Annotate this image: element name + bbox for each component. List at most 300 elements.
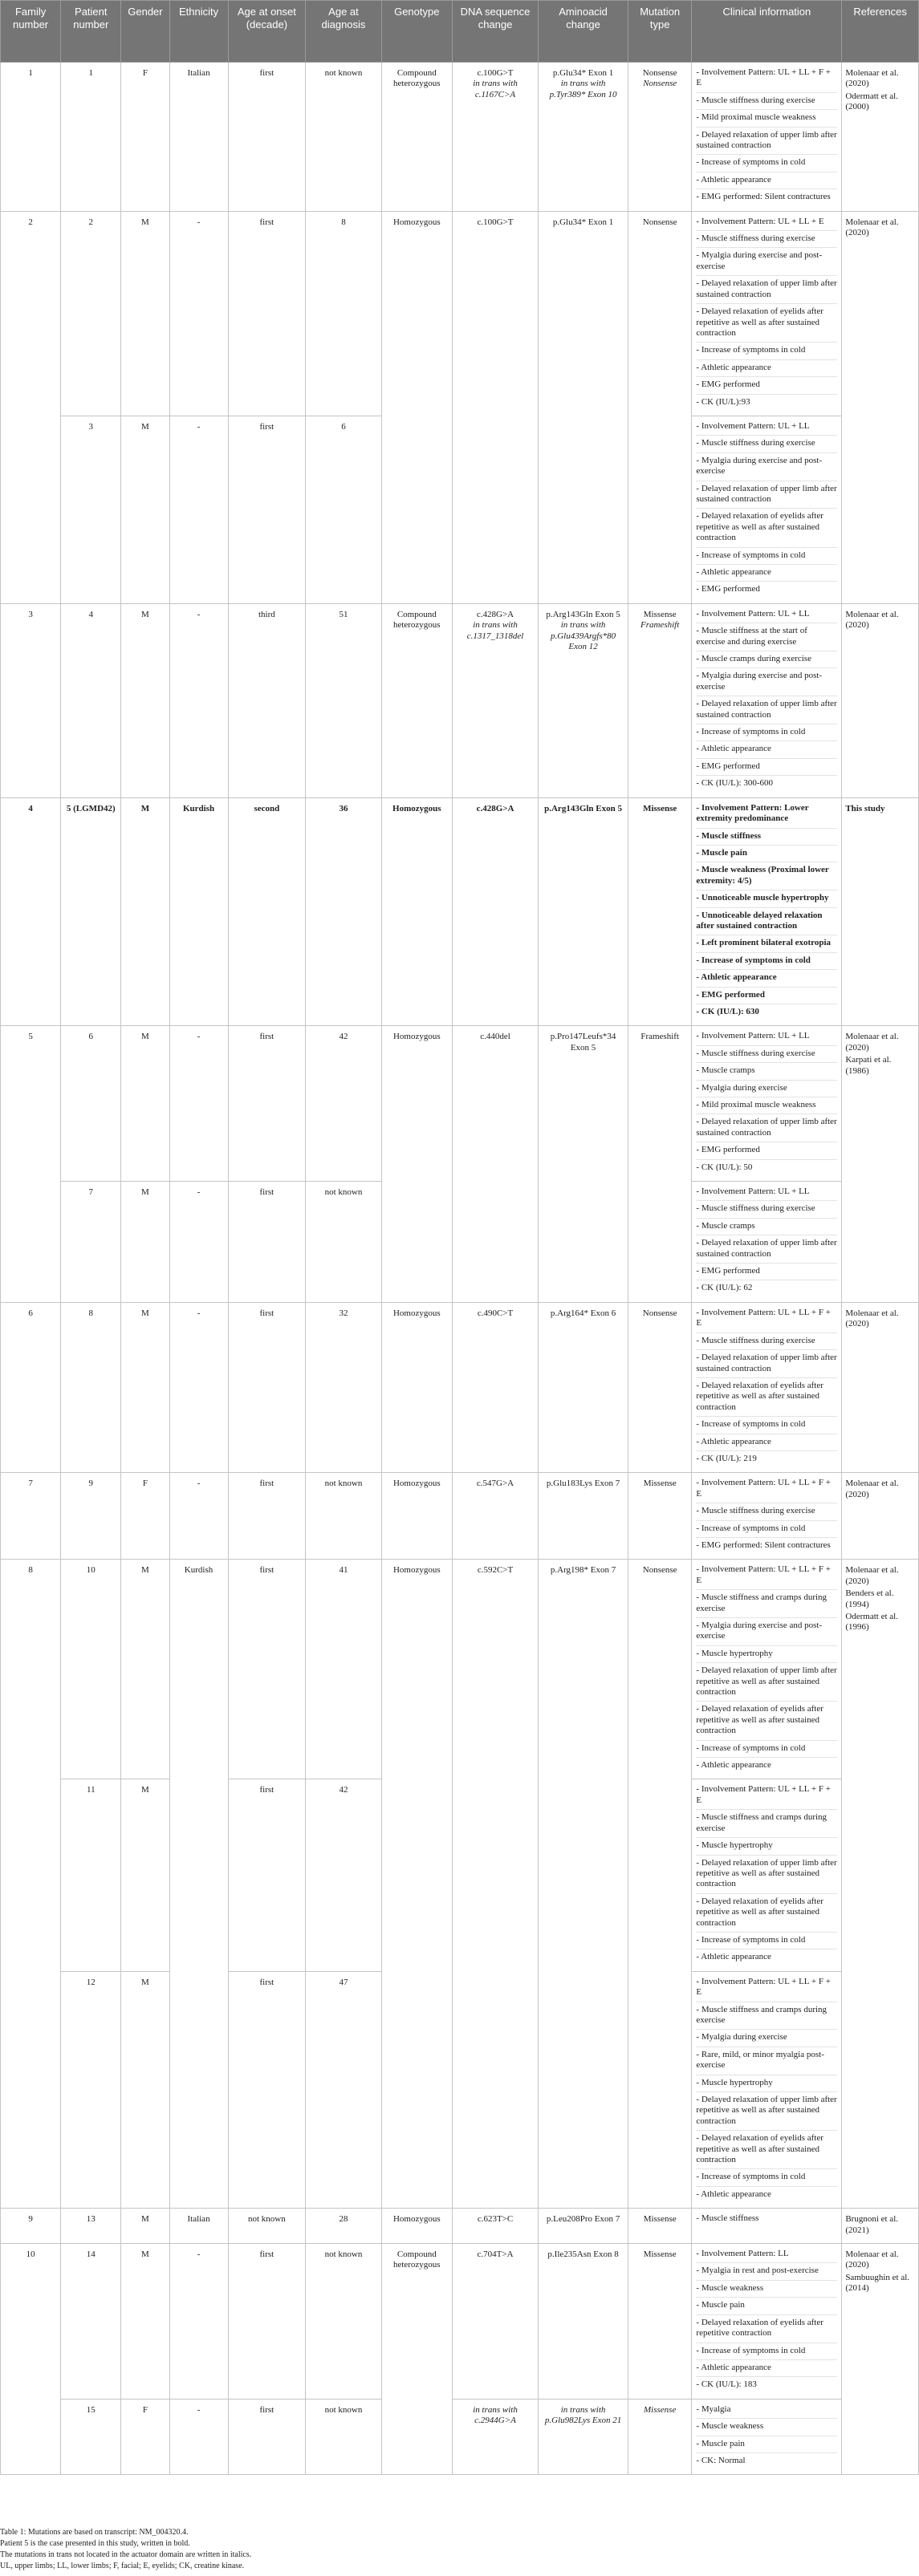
dna-change-cell-text: c.490C>T [477,1308,514,1318]
clinical-item: - Increase of symptoms in cold [696,1741,837,1758]
gender-cell: M [121,1182,169,1303]
header-clinical-info: Clinical information [692,1,842,63]
clinical-info-cell [692,2399,842,2475]
clinical-info-cell [692,211,842,416]
table-row [1,1302,919,1472]
genotype-cell: Homozygous [381,1560,452,2209]
dna-change-cell [452,2399,538,2475]
clinical-item: - Muscle cramps during exercise [696,651,837,668]
patient-number-cell: 9 [61,1473,121,1560]
gender-cell: M [121,1302,169,1472]
aminoacid-change-cell-text: p.Ile235Asn Exon 8 [547,2249,619,2260]
clinical-item: - CK (IU/L): 183 [696,2379,757,2390]
references-cell [842,2244,919,2475]
reference-item: Molenaar et al. (2020) [845,217,899,238]
clinical-item: - Increase of symptoms in cold [696,2169,837,2186]
age-onset-cell: first [228,416,306,603]
mutation-type-text: Nonsense [643,79,677,89]
patient-number-cell: 13 [61,2209,121,2244]
mutation-type-text: Nonsense [642,217,677,227]
clinical-item: - EMG performed: Silent contractures [696,192,831,202]
mutation-type-text: Missense [644,2404,677,2415]
clinical-item: - Involvement Pattern: UL + LL [696,1187,837,1201]
clinical-item: - Involvement Pattern: UL + LL + F + E [696,67,837,93]
aminoacid-change-cell [539,797,628,1026]
ethnicity-cell: Kurdish [169,1560,228,2209]
clinical-item: - Muscle hypertrophy [696,2075,837,2092]
aminoacid-change-cell-text: p.Arg143Gln Exon 5 [544,803,623,813]
age-diagnosis-cell: 42 [306,1026,382,1182]
age-diagnosis-cell: 51 [306,603,382,797]
clinical-item: - Delayed relaxation of upper limb after repetitive as well as after sustained contraction [696,1856,837,1894]
age-diagnosis-cell: 42 [306,1779,382,1971]
clinical-item: - Involvement Pattern: UL + LL [696,1031,837,1045]
aminoacid-change-cell-text: in trans with p.Glu982Lys Exon 21 [544,2404,622,2426]
clinical-item: - EMG performed [696,988,837,1004]
header-gender: Gender [121,1,169,63]
aminoacid-change-cell [539,63,628,212]
references-cell [842,1560,919,2209]
clinical-item: - Muscle stiffness and cramps during exercise [696,1810,837,1838]
aminoacid-change-cell [539,1302,628,1472]
clinical-item: - Involvement Pattern: UL + LL [696,609,837,623]
clinical-info-cell [692,1971,842,2209]
dna-change-cell-text: c.547G>A [476,1479,514,1489]
aminoacid-change-cell [539,1560,628,2209]
clinical-info-cell [692,1302,842,1472]
clinical-item: - Unnoticeable delayed relaxation after sustained contraction [696,908,837,936]
mutation-type-cell [628,1026,691,1303]
genotype-cell: Homozygous [381,1473,452,1560]
clinical-item: - Increase of symptoms in cold [696,548,837,565]
age-onset-cell: first [228,1560,306,1779]
clinical-info-cell [692,2244,842,2400]
clinical-info-cell [692,2209,842,2244]
genotype-cell: Compound heterozygous [381,603,452,797]
table-row [1,2399,919,2475]
clinical-item: - Increase of symptoms in cold [696,1521,837,1538]
ethnicity-cell: - [169,211,228,416]
age-onset-cell: first [228,63,306,212]
dna-change-cell-text: c.100G>T [477,217,514,227]
table-row [1,211,919,416]
reference-item: Benders et al. (1994) [845,1588,894,1609]
age-diagnosis-cell: 41 [306,1560,382,1779]
mutation-type-text: Missense [643,2214,677,2225]
clinical-item: - CK (IU/L): 630 [696,1006,759,1016]
clinical-item: - EMG performed [696,377,837,394]
clinical-item: - Involvement Pattern: UL + LL + F + E [696,1784,837,1810]
clinical-info-cell [692,1779,842,1971]
clinical-item: - Myalgia in rest and post-exercise [696,2263,837,2280]
ethnicity-cell: Kurdish [169,797,228,1026]
clinical-item: - Delayed relaxation of eyelids after repetitive as well as after sustained contraction [696,304,837,343]
reference-item: Odermatt et al. (2000) [845,91,898,112]
aminoacid-change-cell-text: p.Glu183Lys Exon 7 [546,1479,620,1489]
mutation-type-text: Frameshift [640,1032,679,1042]
clinical-item: - Delayed relaxation of upper limb after sustained contraction [696,1235,837,1264]
patient-number-cell: 8 [61,1302,121,1472]
references-cell [842,797,919,1026]
mutation-type-cell [628,1302,691,1472]
gender-cell: M [121,1026,169,1182]
family-number-cell: 3 [1,603,61,797]
patient-number-cell: 4 [61,603,121,797]
gender-cell: M [121,797,169,1026]
mutation-type-text: Nonsense [642,68,677,78]
header-ethnicity: Ethnicity [169,1,228,63]
table-row [1,797,919,1026]
age-onset-cell: first [228,1971,306,2209]
age-diagnosis-cell: 32 [306,1302,382,1472]
mutation-type-text: Nonsense [642,1308,677,1318]
clinical-item: - CK: Normal [696,2455,746,2465]
gender-cell: M [121,603,169,797]
gender-cell: M [121,1560,169,1779]
mutation-type-cell [628,603,691,797]
clinical-item: - Delayed relaxation of eyelids after repetitive as well as after sustained contraction [696,2131,837,2169]
dna-change-cell [452,1473,538,1560]
dna-change-cell-text: c.100G>T in trans with c.1167C>A [473,68,518,99]
age-onset-cell: first [228,2399,306,2475]
genotype-cell: Compound heterozygous [381,2244,452,2475]
clinical-item: - Myalgia during exercise and post-exercise [696,248,837,276]
aminoacid-change-cell [539,1026,628,1303]
family-number-cell: 2 [1,211,61,603]
clinical-item: - Muscle stiffness during exercise [696,1201,837,1218]
genotype-cell: Homozygous [381,1302,452,1472]
clinical-item: - CK (IU/L): 219 [696,1453,757,1463]
table-footnotes [0,2527,919,2572]
mutation-type-text: Missense [643,803,677,813]
clinical-item: - Muscle pain [696,846,837,862]
patient-number-cell: 12 [61,1971,121,2209]
clinical-item: - Increase of symptoms in cold [696,1933,837,1949]
aminoacid-change-cell-text: p.Leu208Pro Exon 7 [546,2214,620,2225]
clinical-item: - Mild proximal muscle weakness [696,1097,837,1114]
aminoacid-change-cell-text: p.Arg164* Exon 6 [550,1308,616,1318]
clinical-item: - Muscle weakness [696,2281,837,2298]
clinical-item: - Muscle stiffness during exercise [696,1333,837,1350]
header-patient-number: Patient number [61,1,121,63]
clinical-item: - Muscle weakness (Proximal lower extremity: 4/5) [696,862,837,890]
references-cell [842,211,919,603]
footnote: The mutations in trans not located in the actuator domain are written in italics. [0,2550,252,2559]
age-diagnosis-cell: 36 [306,797,382,1026]
references-cell [842,1473,919,1560]
aminoacid-change-cell [539,2209,628,2244]
family-number-cell: 1 [1,63,61,212]
ethnicity-cell: - [169,2244,228,2400]
clinical-item: - Increase of symptoms in cold [696,343,837,359]
table-row [1,603,919,797]
clinical-info-cell [692,603,842,797]
header-genotype: Genotype [381,1,452,63]
clinical-item: - Muscle hypertrophy [696,1838,837,1855]
clinical-item: - Delayed relaxation of upper limb after repetitive as well as after sustained contraction [696,1663,837,1702]
clinical-item: - Increase of symptoms in cold [696,724,837,741]
references-cell [842,603,919,797]
mutation-type-text: Missense [643,2249,677,2260]
clinical-item: - Myalgia [696,2404,837,2419]
clinical-item: - Involvement Pattern: UL + LL + E [696,217,837,231]
dna-change-cell-text: c.704T>A [477,2249,514,2260]
clinical-item: - Athletic appearance [696,741,837,758]
clinical-item: - Involvement Pattern: LL [696,2249,837,2263]
age-diagnosis-cell: not known [306,2244,382,2400]
age-onset-cell: first [228,1302,306,1472]
clinical-item: - Muscle pain [696,2436,837,2453]
clinical-item: - Delayed relaxation of upper limb after sustained contraction [696,276,837,304]
ethnicity-cell: - [169,1302,228,1472]
clinical-item: - Myalgia during exercise and post-exercise [696,453,837,481]
clinical-info-cell [692,416,842,603]
clinical-item: - Involvement Pattern: Lower extremity predominance [696,803,837,829]
age-diagnosis-cell: not known [306,1473,382,1560]
clinical-item: - Muscle stiffness [696,2213,759,2224]
ethnicity-cell: - [169,2399,228,2475]
patient-number-cell: 1 [61,63,121,212]
family-number-cell: 4 [1,797,61,1026]
clinical-item: - Athletic appearance [696,1760,771,1771]
dna-change-cell-text: c.428G>A [476,803,514,813]
gender-cell: M [121,1779,169,1971]
ethnicity-cell: - [169,603,228,797]
header-mutation-type: Mutation type [628,1,691,63]
patient-number-cell: 14 [61,2244,121,2400]
age-onset-cell: not known [228,2209,306,2244]
mutation-type-text: Missense [643,1479,677,1489]
clinical-item: - EMG performed [696,759,837,776]
dna-change-cell-text: c.428G>A in trans with c.1317_1318del [466,609,524,641]
reference-item: Karpati et al. (1986) [845,1055,892,1076]
family-number-cell: 10 [1,2244,61,2475]
clinical-item: - Muscle stiffness at the start of exercise and during exercise [696,623,837,651]
clinical-item: - EMG performed: Silent contractures [696,1540,831,1550]
family-number-cell: 7 [1,1473,61,1560]
reference-item: Molenaar et al. (2020) [845,68,899,89]
clinical-info-cell [692,1473,842,1560]
aminoacid-change-cell-text: p.Glu34* Exon 1 in trans with p.Tyr389* Exon 10 [549,68,617,99]
clinical-item: - EMG performed [696,584,760,594]
age-diagnosis-cell: 8 [306,211,382,416]
clinical-item: - Myalgia during exercise and post-exercise [696,1618,837,1646]
clinical-info-cell [692,1182,842,1303]
aminoacid-change-cell [539,2399,628,2475]
reference-item: Molenaar et al. (2020) [845,1479,899,1499]
clinical-item: - Athletic appearance [696,2360,837,2377]
clinical-item: - Muscle stiffness during exercise [696,231,837,248]
header-family-number: Family number [1,1,61,63]
dna-change-cell [452,1026,538,1303]
references-cell [842,63,919,212]
footnote: Patient 5 is the case presented in this study, written in bold. [0,2539,190,2548]
ethnicity-cell: - [169,1182,228,1303]
dna-change-cell [452,797,538,1026]
clinical-item: - Delayed relaxation of upper limb after sustained contraction [696,696,837,724]
reference-item: This study [845,803,885,813]
clinical-item: - Muscle stiffness and cramps during exercise [696,1590,837,1618]
dna-change-cell [452,2209,538,2244]
genotype-cell: Homozygous [381,1026,452,1303]
dna-change-cell [452,63,538,212]
dna-change-cell-text: c.623T>C [477,2214,514,2225]
mutation-type-text: Missense [643,609,677,619]
ethnicity-cell: - [169,416,228,603]
clinical-item: - CK (IU/L):93 [696,396,750,407]
age-onset-cell: first [228,1473,306,1560]
clinical-item: - Muscle weakness [696,2419,837,2436]
clinical-item: - Delayed relaxation of upper limb after sustained contraction [696,1350,837,1378]
clinical-item: - Mild proximal muscle weakness [696,110,837,127]
clinical-info-cell [692,1560,842,1779]
clinical-item: - CK (IU/L): 50 [696,1162,753,1172]
clinical-item: - Rare, mild, or minor myalgia post-exercise [696,2047,837,2075]
age-diagnosis-cell: 6 [306,416,382,603]
clinical-item: - Muscle stiffness [696,829,837,846]
clinical-item: - EMG performed [696,1142,837,1159]
gender-cell: F [121,2399,169,2475]
age-diagnosis-cell: not known [306,1182,382,1303]
table-row [1,1473,919,1560]
clinical-item: - EMG performed [696,1264,837,1280]
header-age-onset: Age at onset (decade) [228,1,306,63]
clinical-item: - Athletic appearance [696,970,837,987]
age-diagnosis-cell: not known [306,63,382,212]
mutation-type-text: Nonsense [642,1565,677,1576]
clinical-item: - Athletic appearance [696,565,837,582]
clinical-info-cell [692,797,842,1026]
clinical-item: - CK (IU/L): 62 [696,1283,753,1293]
genotype-cell: Homozygous [381,797,452,1026]
aminoacid-change-cell [539,2244,628,2400]
genotype-cell: Homozygous [381,211,452,603]
age-onset-cell: first [228,2244,306,2400]
family-number-cell: 8 [1,1560,61,2209]
clinical-item: - Myalgia during exercise and post-exercise [696,668,837,696]
clinical-item: - Athletic appearance [696,1952,771,1962]
clinical-item: - Muscle cramps [696,1063,837,1080]
table-row [1,2209,919,2244]
aminoacid-change-cell [539,1473,628,1560]
dna-change-cell [452,1560,538,2209]
gender-cell: M [121,416,169,603]
genotype-cell: Compound heterozygous [381,63,452,212]
clinical-item: - Delayed relaxation of eyelids after repetitive as well as after sustained contraction [696,1702,837,1740]
clinical-item: - Athletic appearance [696,1434,837,1451]
clinical-item: - Left prominent bilateral exotropia [696,935,837,952]
clinical-item: - Muscle stiffness during exercise [696,93,837,110]
clinical-item: - Involvement Pattern: UL + LL + F + E [696,1478,837,1503]
clinical-item: - Myalgia during exercise [696,1081,837,1097]
clinical-item: - Delayed relaxation of upper limb after sustained contraction [696,1114,837,1142]
gender-cell: F [121,1473,169,1560]
aminoacid-change-cell-text: p.Glu34* Exon 1 [552,217,614,227]
table-body [1,63,919,2475]
dna-change-cell [452,211,538,603]
age-onset-cell: first [228,1182,306,1303]
family-number-cell: 5 [1,1026,61,1303]
header-aminoacid-change: Aminoacid change [539,1,628,63]
reference-item: Molenaar et al. (2020) [845,1308,899,1329]
mutation-type-cell [628,63,691,212]
clinical-item: - Muscle stiffness during exercise [696,436,837,452]
clinical-item: - Athletic appearance [696,172,837,189]
mutation-type-cell [628,797,691,1026]
gender-cell: M [121,211,169,416]
mutation-type-cell [628,2209,691,2244]
patient-number-cell: 11 [61,1779,121,1971]
dna-change-cell [452,1302,538,1472]
patient-number-cell: 2 [61,211,121,416]
mutation-type-text: Frameshift [640,620,680,631]
aminoacid-change-cell [539,603,628,797]
age-onset-cell: first [228,1779,306,1971]
table-row [1,1026,919,1182]
clinical-item: - Involvement Pattern: UL + LL [696,421,837,436]
aminoacid-change-cell [539,211,628,603]
gender-cell: M [121,2209,169,2244]
age-onset-cell: third [228,603,306,797]
footnote: Table 1: Mutations are based on transcript: NM_004320.4. [0,2528,189,2537]
patient-number-cell: 15 [61,2399,121,2475]
ethnicity-cell: Italian [169,2209,228,2244]
family-number-cell: 6 [1,1302,61,1472]
clinical-item: - Delayed relaxation of upper limb after sustained contraction [696,128,837,156]
references-cell [842,1026,919,1303]
patient-number-cell: 6 [61,1026,121,1182]
ethnicity-cell: Italian [169,63,228,212]
table-header [1,1,919,63]
clinical-item: - Increase of symptoms in cold [696,953,837,970]
dna-change-cell-text: in trans with c.2944G>A [473,2404,518,2426]
age-onset-cell: first [228,211,306,416]
clinical-item: - Muscle stiffness during exercise [696,1046,837,1063]
clinical-item: - Muscle stiffness and cramps during exercise [696,2002,837,2030]
dna-change-cell-text: c.440del [480,1032,510,1042]
reference-item: Odermatt et al. (1996) [845,1612,898,1633]
clinical-item: - Delayed relaxation of eyelids after repetitive as well as after sustained contraction [696,509,837,547]
clinical-item: - Muscle cramps [696,1219,837,1235]
age-diagnosis-cell: 28 [306,2209,382,2244]
header-age-diagnosis: Age at diagnosis [306,1,382,63]
dna-change-cell [452,603,538,797]
clinical-info-cell [692,63,842,212]
gender-cell: F [121,63,169,212]
age-onset-cell: first [228,1026,306,1182]
mutation-type-cell [628,1473,691,1560]
table-row [1,1560,919,1779]
table-row [1,2244,919,2400]
clinical-item: - Athletic appearance [696,2189,771,2199]
reference-item: Brugnoni et al. (2021) [845,2214,898,2235]
patient-number-cell: 7 [61,1182,121,1303]
clinical-item: - Delayed relaxation of upper limb after repetitive as well as after sustained contraction [696,2092,837,2131]
ethnicity-cell: - [169,1026,228,1182]
footnote: UL, upper limbs; LL, lower limbs; F, facial; E, eyelids; CK, creatine kinase. [0,2562,245,2570]
reference-item: Molenaar et al. (2020) [845,2249,899,2270]
clinical-item: - Increase of symptoms in cold [696,2343,837,2360]
aminoacid-change-cell-text: p.Pro147Leufs*34 Exon 5 [550,1032,616,1053]
clinical-item: - Increase of symptoms in cold [696,1417,837,1434]
clinical-item: - Athletic appearance [696,360,837,377]
age-onset-cell: second [228,797,306,1026]
genotype-cell: Homozygous [381,2209,452,2244]
patient-number-cell: 5 (LGMD42) [61,797,121,1026]
mutation-type-cell [628,211,691,603]
gender-cell: M [121,1971,169,2209]
header-dna-change: DNA sequence change [452,1,538,63]
